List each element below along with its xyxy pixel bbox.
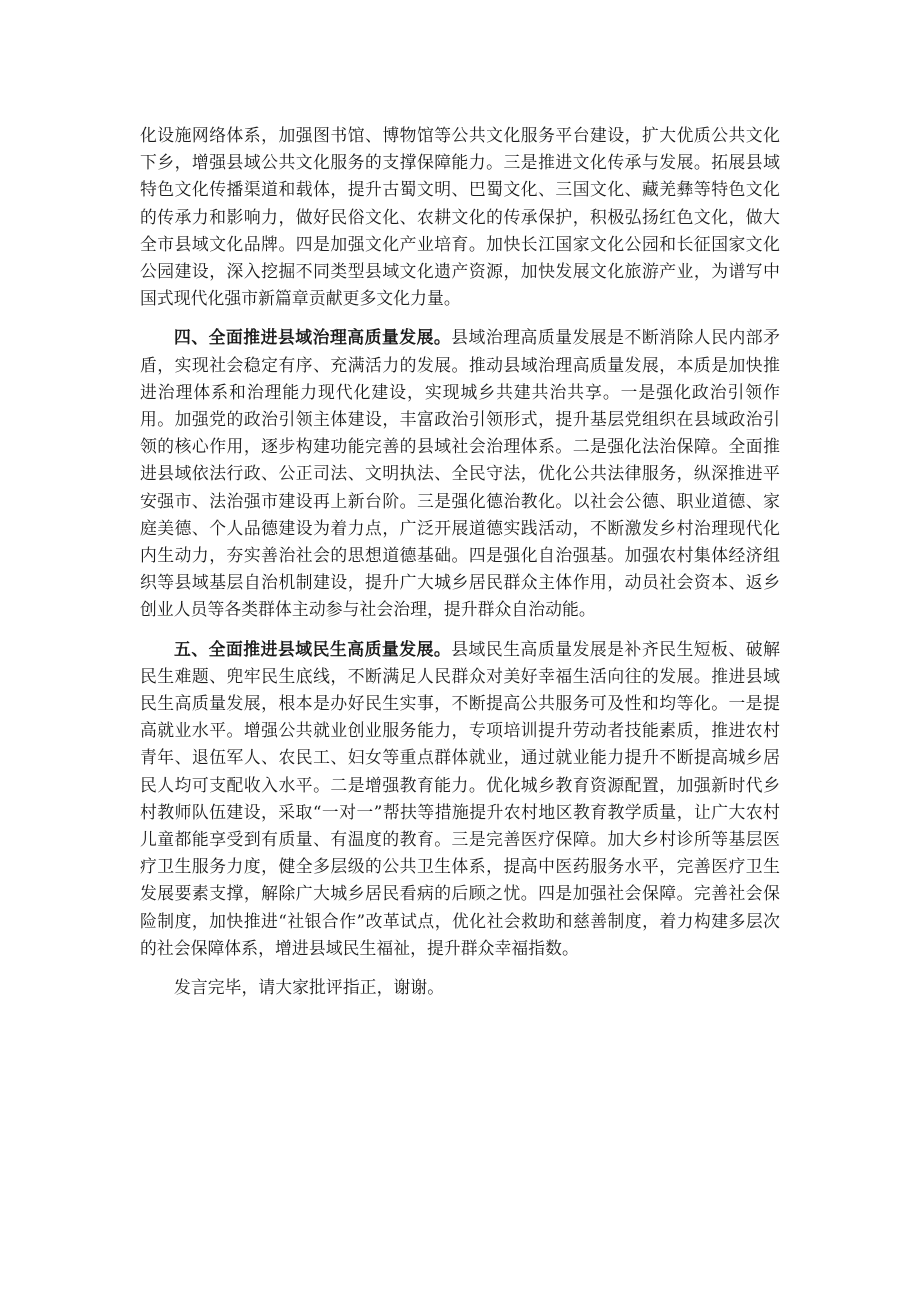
document-page <box>140 122 780 1001</box>
paragraph-governance-body: 县域治理高质量发展是不断消除人民内部矛盾，实现社会稳定有序、充满活力的发展。推动县域治理高质量发展，本质是加快推进治理体系和治理能力现代化建设，实现城乡共建共治共享。一是强化政治引领作用。加强党的政治引领主体建设，丰富政治引领形式，提升基层党组织在县域政治引领的核心作用，逐步构建功能完善的县域社会治理体系。二是强化法治保障。全面推进县域依法行政、公正司法、文明执法、全民守法，优化公共法律服务，纵深推进平安强市、法治强市建设再上新台阶。三是强化德治教化。以社会公德、职业道德、家庭美德、个人品德建设为着力点，广泛开展道德实践活动，不断激发乡村治理现代化内生动力，夯实善治社会的思想道德基础。四是强化自治强基。加强农村集体经济组织等县域基层自治机制建设，提升广大城乡居民群众主体作用，动员社会资本、返乡创业人员等各类群体主动参与社会治理，提升群众自治动能。 <box>140 327 780 620</box>
paragraph-culture-continued: 化设施网络体系，加强图书馆、博物馆等公共文化服务平台建设，扩大优质公共文化下乡，增强县域公共文化服务的支撑保障能力。三是推进文化传承与发展。拓展县域特色文化传播渠道和载体，提升古蜀文明、巴蜀文化、三国文化、藏羌彝等特色文化的传承力和影响力，做好民俗文化、农耕文化的传承保护，积极弘扬红色文化，做大全市县域文化品牌。四是加强文化产业培育。加快长江国家文化公园和长征国家文化公园建设，深入挖掘不同类型县域文化遗产资源，加快发展文化旅游产业，为谱写中国式现代化强市新篇章贡献更多文化力量。 <box>140 125 780 309</box>
closing-remark: 发言完毕，请大家批评指正，谢谢。 <box>174 977 445 998</box>
paragraph-livelihood-body: 县域民生高质量发展是补齐民生短板、破解民生难题、兜牢民生底线，不断满足人民群众对美好幸福生活向往的发展。推进县域民生高质量发展，根本是办好民生实事，不断提高公共服务可及性和均等化。一是提高就业水平。增强公共就业创业服务能力，专项培训提升劳动者技能素质，推进农村青年、退伍军人、农民工、妇女等重点群体就业，通过就业能力提升不断提高城乡居民人均可支配收入水平。二是增强教育能力。优化城乡教育资源配置，加强新时代乡村教师队伍建设，采取“一对一”帮扶等措施提升农村地区教育教学质量，让广大农村儿童都能享受到有质量、有温度的教育。三是完善医疗保障。加大乡村诊所等基层医疗卫生服务力度，健全多层级的公共卫生体系，提高中医药服务水平，完善医疗卫生发展要素支撑，解除广大城乡居民看病的后顾之忧。四是加强社会保障。完善社会保险制度，加快推进“社银合作”改革试点，优化社会救助和慈善制度，着力构建多层次的社会保障体系，增进县域民生福祉，提升群众幸福指数。 <box>140 638 780 958</box>
section-heading-livelihood: 五、全面推进县域民生高质量发展。 <box>174 638 452 659</box>
section-heading-governance: 四、全面推进县域治理高质量发展。 <box>174 327 452 348</box>
paragraph-livelihood <box>140 636 780 962</box>
paragraph-governance <box>140 324 780 623</box>
